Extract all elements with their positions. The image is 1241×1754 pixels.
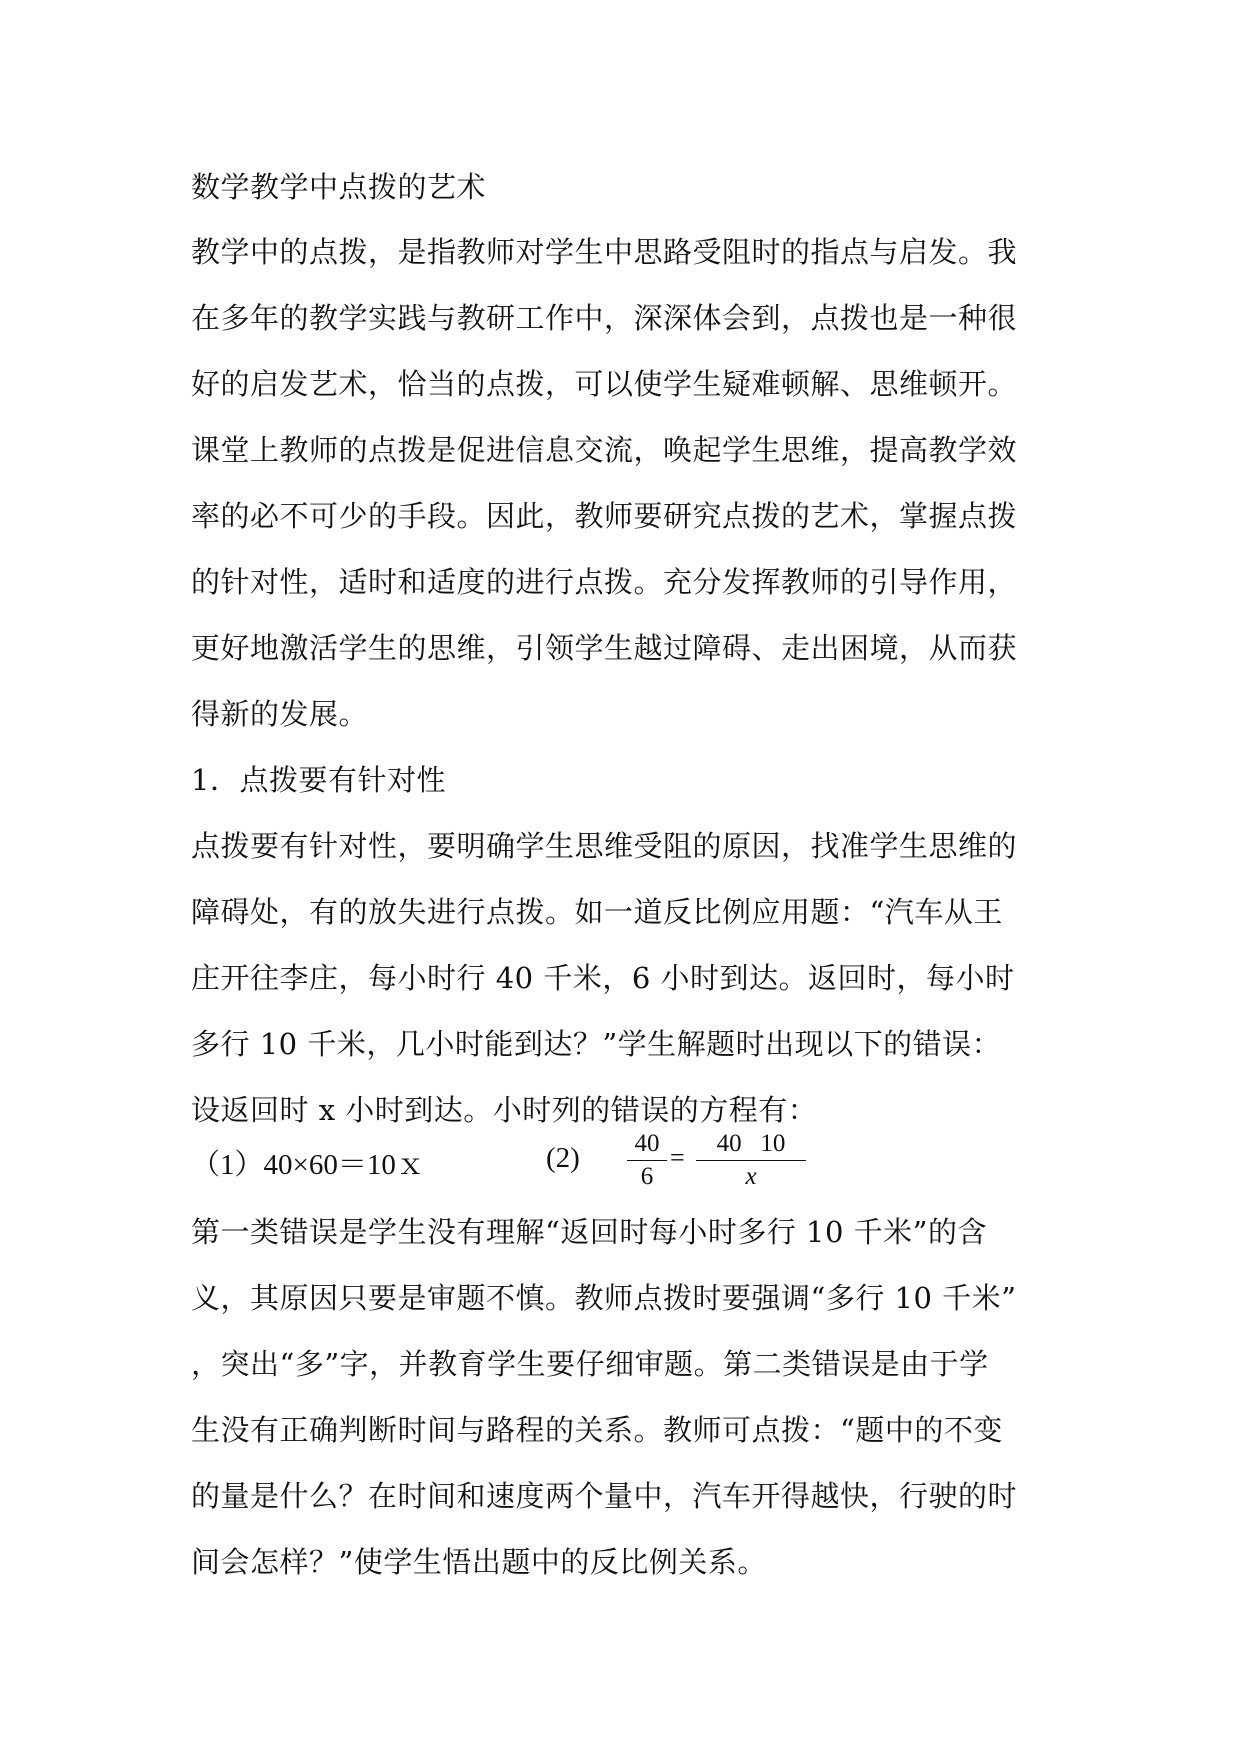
formula-row	[191, 1128, 1071, 1210]
fraction-right-denominator: x	[745, 1163, 757, 1190]
after-line-4: 生没有正确判断时间与路程的关系。教师可点拨：“题中的不变	[191, 1413, 1003, 1447]
intro-line-8: 得新的发展。	[191, 697, 369, 731]
section-line-4: 多行 10 千米，几小时能到达？”学生解题时出现以下的错误：	[191, 1027, 1002, 1061]
document-title: 数学教学中点拨的艺术	[191, 170, 487, 204]
fraction-left-denominator: 6	[640, 1163, 654, 1190]
fraction-left	[627, 1128, 667, 1193]
intro-line-2: 在多年的教学实践与教研工作中，深深体会到，点拨也是一种很	[191, 301, 1018, 335]
equation-1: （1）40×60＝10ｘ	[191, 1149, 425, 1181]
section-line-5: 设返回时 x 小时到达。小时列的错误的方程有：	[191, 1093, 818, 1127]
intro-line-7: 更好地激活学生的思维，引领学生越过障碍、走出困境，从而获	[191, 631, 1018, 665]
after-line-3: ，突出“多”字，并教育学生要仔细审题。第二类错误是由于学	[191, 1347, 989, 1381]
section-line-3: 庄开往李庄，每小时行 40 千米，6 小时到达。返回时，每小时	[191, 961, 1015, 995]
after-line-6: 间会怎样？”使学生悟出题中的反比例关系。	[191, 1545, 767, 1579]
fraction-right	[696, 1128, 806, 1193]
after-line-1: 第一类错误是学生没有理解“返回时每小时多行 10 千米”的含	[191, 1215, 987, 1249]
section-heading: 1．点拨要有针对性	[191, 763, 446, 797]
section-line-1: 点拨要有针对性，要明确学生思维受阻的原因，找准学生思维的	[191, 829, 1018, 863]
fraction-right-numerator: 40 10	[716, 1130, 786, 1157]
intro-line-6: 的针对性，适时和适度的进行点拨。充分发挥教师的引导作用，	[191, 565, 1018, 599]
fraction-left-numerator: 40	[634, 1130, 660, 1157]
equation-2-label: (2)	[546, 1142, 580, 1174]
after-line-2: 义，其原因只要是审题不慎。教师点拨时要强调“多行 10 千米”	[191, 1281, 1017, 1315]
equals-sign: =	[670, 1143, 685, 1172]
section-line-2: 障碍处，有的放失进行点拨。如一道反比例应用题：“汽车从王	[191, 895, 1003, 929]
intro-line-4: 课堂上教师的点拨是促进信息交流，唤起学生思维，提高教学效	[191, 433, 1018, 467]
intro-line-5: 率的必不可少的手段。因此，教师要研究点拨的艺术，掌握点拨	[191, 499, 1018, 533]
intro-line-3: 好的启发艺术，恰当的点拨，可以使学生疑难顿解、思维顿开。	[191, 367, 1018, 401]
intro-line-1: 教学中的点拨，是指教师对学生中思路受阻时的指点与启发。我	[191, 235, 1018, 269]
after-line-5: 的量是什么？在时间和速度两个量中，汽车开得越快，行驶的时	[191, 1479, 1018, 1513]
